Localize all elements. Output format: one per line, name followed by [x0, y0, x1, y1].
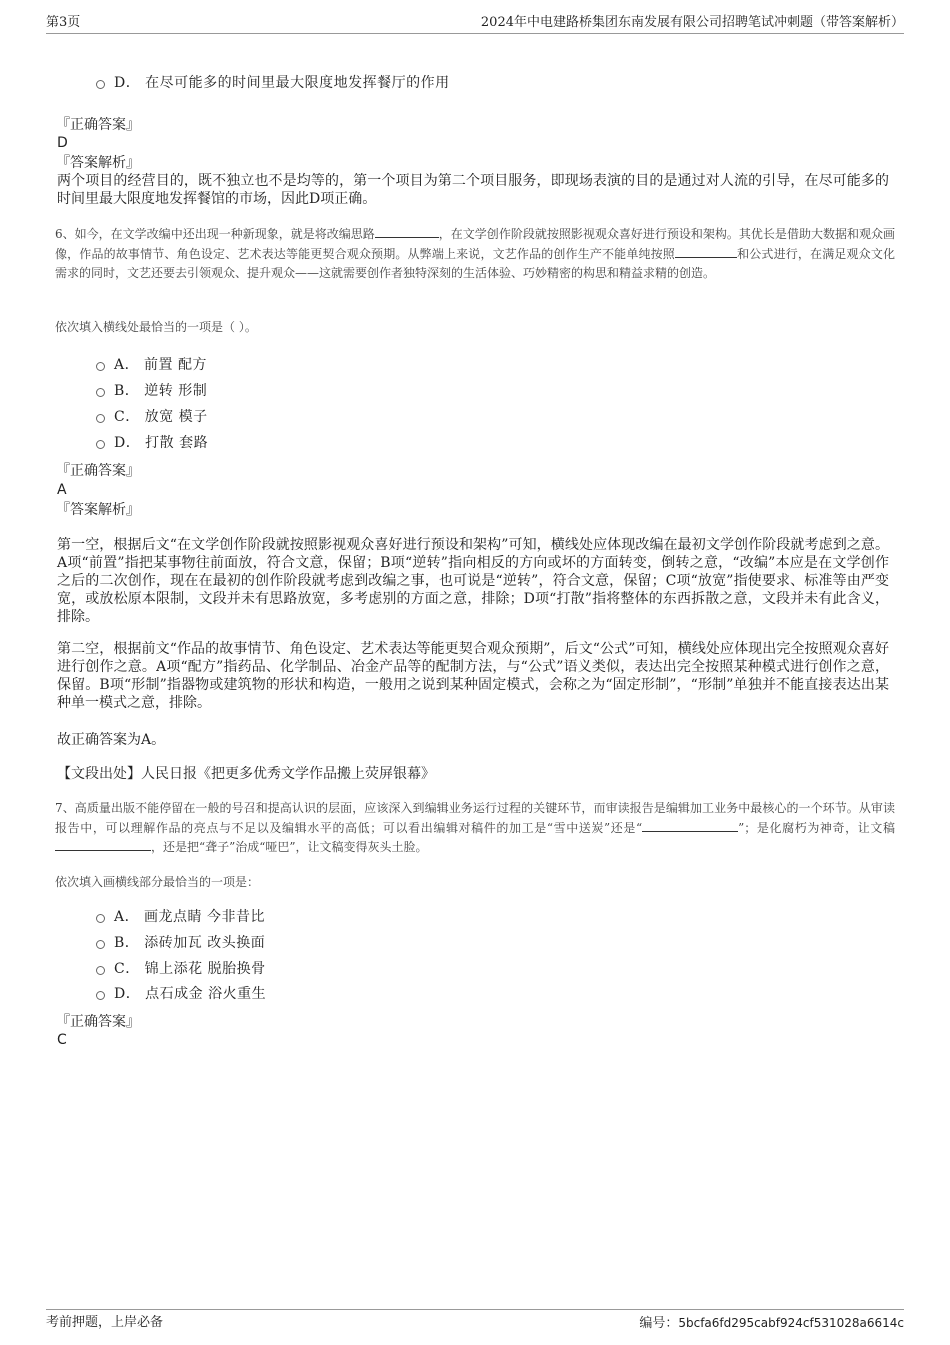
radio-icon[interactable]	[96, 991, 105, 1000]
q6-option-b-text: B． 逆转 形制	[114, 383, 208, 399]
document-title: 2024年中电建路桥集团东南发展有限公司招聘笔试冲刺题（带答案解析）	[480, 15, 904, 30]
q5-analysis: 两个项目的经营目的，既不独立也不是均等的，第一个项目为第二个项目服务，即现场表演的目的是通过对人流的引导，在尽可能多的时间里最大限度地发挥餐馆的市场，因此D项正确。	[57, 173, 889, 207]
q6-option-a-text: A． 前置 配方	[114, 357, 208, 373]
q6-analysis-2: 第二空，根据前文“作品的故事情节、角色设定、艺术表达等能更契合观众预期”，后文“公式”可知，横线处应体现出完全按照观众喜好进行创作之意。A项“配方”指药品、化学制品、冶金产品等的配制方法，与“公式”语义类似，表达出完全按照某种模式进行创作之意，保留。B项“形制”指器物或建筑物的形状和构造，一般用之说到某种固定模式，会称之为“固定形制”，“形制”单独并不能直接表达出某种单一模式之意，排除。	[57, 641, 889, 711]
q6-source: 【文段出处】人民日报《把更多优秀文学作品搬上荧屏银幕》	[57, 766, 435, 782]
q7-option-d-text: D． 点石成金 浴火重生	[114, 986, 267, 1002]
radio-icon[interactable]	[96, 80, 105, 89]
q7-answer: C	[57, 1032, 67, 1048]
q6-stem-part2: ，在文学创作阶段就按照影视观众喜好进行预设和架构。其优长是借助大数据和观众画像，作品的故事情节、角色设定、艺术表达等能更契合观众预期。从弊端上来说，文艺作品的创作生产不能单纯按照	[55, 227, 895, 261]
document-id-value: 5bcfa6fd295cabf924cf531028a6614c	[678, 1316, 904, 1330]
radio-icon[interactable]	[96, 440, 105, 449]
q6-blank-2	[675, 245, 737, 258]
page-number: 第3页	[46, 15, 81, 30]
q6-option-d-text: D． 打散 套路	[114, 435, 209, 451]
q6-analysis-1: 第一空，根据后文“在文学创作阶段就按照影视观众喜好进行预设和架构”可知，横线处应体现改编在最初文学创作阶段就考虑到之意。A项“前置”指把某事物往前面放，符合文意，保留；B项“逆转”指向相反的方向或坏的方面转变，倒转之意，“改编”本应是在文学创作之后的二次创作，现在在最初的创作阶段就考虑到改编之事，也可说是“逆转”，符合文意，保留；C项“放宽”指使要求、标准等由严变宽，或放松原本限制，文段并未有思路放宽，多考虑别的方面之意，排除；D项“打散”指将整体的东西拆散之意，文段并未有此含义，排除。	[57, 537, 889, 625]
q7-prompt: 依次填入画横线部分最恰当的一项是：	[55, 875, 260, 889]
radio-icon[interactable]	[96, 388, 105, 397]
q6-analysis-label: 『答案解析』	[56, 502, 140, 518]
q7-blank-2	[55, 838, 151, 851]
radio-icon[interactable]	[96, 966, 105, 975]
q5-option-d-text: D． 在尽可能多的时间里最大限度地发挥餐厅的作用	[114, 75, 450, 91]
q6-prompt: 依次填入横线处最恰当的一项是（ ）。	[55, 320, 257, 334]
q5-analysis-label: 『答案解析』	[56, 155, 140, 171]
q5-answer-label: 『正确答案』	[56, 117, 140, 133]
q6-blank-1	[375, 225, 439, 238]
q7-option-b-text: B． 添砖加瓦 改头换面	[114, 935, 266, 951]
q6-stem	[55, 225, 895, 284]
q6-answer-label: 『正确答案』	[56, 463, 140, 479]
q7-stem-part3: ，还是把“聋子”治成“哑巴”，让文稿变得灰头土脸。	[151, 840, 428, 854]
q5-answer: D	[57, 135, 68, 151]
page-footer	[46, 1309, 904, 1332]
page-header	[46, 13, 904, 34]
q6-option-c-text: C． 放宽 模子	[114, 409, 208, 425]
q7-stem-part2: ”；是化腐朽为神奇，让文稿	[738, 820, 895, 835]
q7-stem	[55, 799, 895, 858]
q6-stem-part1: 6、如今，在文学改编中还出现一种新现象，就是将改编思路	[55, 227, 375, 241]
q6-answer: A	[57, 482, 67, 498]
q7-option-a-text: A． 画龙点睛 今非昔比	[114, 909, 266, 925]
q7-option-c-text: C． 锦上添花 脱胎换骨	[114, 961, 266, 977]
q6-stem-part3: 和公式进行，在满足观众文化需求的同时，文艺还要去引领观众、提升观众——这就需要创作者独特深刻的生活体验、巧妙精密的构思和精益求精的创造。	[55, 246, 895, 280]
radio-icon[interactable]	[96, 914, 105, 923]
q7-stem-part1: 7、高质量出版不能停留在一般的号召和提高认识的层面，应该深入到编辑业务运行过程的关键环节，而审读报告是编辑加工业务中最核心的一个环节。从审读报告中，可以理解作品的亮点与不足以及编辑水平的高低；可以看出编辑对稿件的加工是“雪中送炭”还是“	[55, 801, 895, 835]
radio-icon[interactable]	[96, 414, 105, 423]
document-id	[639, 1312, 904, 1335]
q6-conclusion: 故正确答案为A。	[57, 732, 166, 748]
document-id-label: 编号：	[639, 1316, 679, 1331]
footer-slogan: 考前押题，上岸必备	[46, 1315, 164, 1330]
radio-icon[interactable]	[96, 940, 105, 949]
q7-blank-1	[642, 819, 738, 832]
radio-icon[interactable]	[96, 362, 105, 371]
q7-answer-label: 『正确答案』	[56, 1014, 140, 1030]
